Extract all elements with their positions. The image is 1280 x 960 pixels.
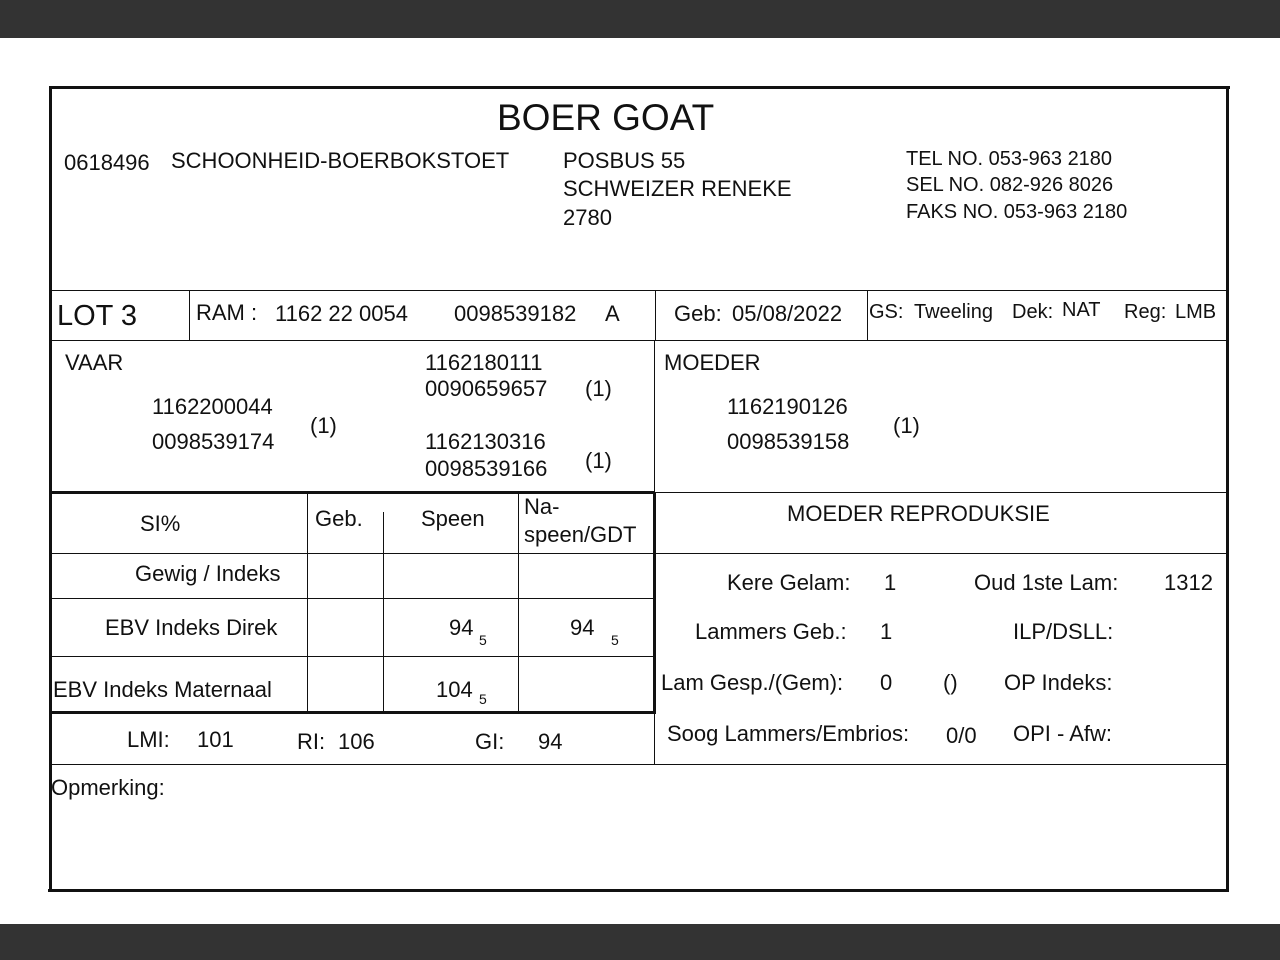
stud-name: SCHOONHEID-BOERBOKSTOET [171, 148, 510, 173]
rule-lot-divider [189, 290, 190, 341]
sire-sire-mark: (1) [585, 376, 612, 401]
address-line-2: SCHWEIZER RENEKE [563, 176, 792, 201]
ebv-direk-speen-sub: 5 [479, 632, 487, 648]
ebv-direk-naspeen: 94 [570, 615, 595, 640]
ebv-direk-speen: 94 [449, 615, 474, 640]
ram-registration: 0098539182 [454, 301, 577, 326]
rule-lot [50, 340, 1228, 341]
sire-label: VAAR [65, 350, 124, 375]
sire-sire-id: 1162180111 [425, 350, 543, 375]
contact-tel: TEL NO. 053-963 2180 [906, 148, 1113, 170]
lammers-geb-label: Lammers Geb.: [695, 619, 847, 644]
address-line-3: 2780 [563, 205, 612, 230]
ebv-maternaal-speen: 104 [436, 677, 473, 702]
birth-date-label: Geb: [674, 301, 722, 326]
gs-value: Tweeling [914, 301, 993, 323]
rule-perf-col1 [307, 492, 308, 713]
page-title: BOER GOAT [497, 97, 715, 138]
rule-perf-col3 [518, 492, 519, 713]
oud-1ste-lam-label: Oud 1ste Lam: [974, 570, 1119, 595]
ri-label: RI: [297, 729, 326, 754]
reg-value: LMB [1175, 301, 1217, 323]
dam-registration: 0098539158 [727, 429, 850, 454]
reproduction-title: MOEDER REPRODUKSIE [787, 501, 1050, 526]
col-header-si: SI% [140, 511, 181, 536]
address-line-1: POSBUS 55 [563, 148, 686, 173]
sire-sire-registration: 0090659657 [425, 376, 548, 401]
gs-label: GS: [869, 301, 904, 323]
bottom-bar [0, 924, 1280, 960]
lmi-label: LMI: [127, 727, 170, 752]
soog-lammers-value: 0/0 [946, 723, 977, 748]
lam-gesp-value: 0 [880, 670, 893, 695]
ebv-direk-naspeen-sub: 5 [611, 632, 619, 648]
rule-pedigree-left [50, 491, 655, 494]
lam-gesp-label: Lam Gesp./(Gem): [661, 670, 844, 695]
rule-perf-header [50, 553, 1228, 554]
gi-value: 94 [538, 729, 563, 754]
sire-id: 1162200044 [152, 394, 273, 419]
sire-dam-mark: (1) [585, 448, 612, 473]
rule-indices [50, 764, 1228, 765]
soog-lammers-label: Soog Lammers/Embrios: [667, 721, 910, 746]
dek-value: NAT [1062, 299, 1101, 321]
row-label-ebv-maternaal: EBV Indeks Maternaal [53, 677, 272, 702]
row-label-gewig: Gewig / Indeks [135, 561, 281, 586]
col-header-naspeen-1: Na- [524, 494, 560, 519]
kere-gelam-value: 1 [884, 570, 897, 595]
op-indeks-label: OP Indeks: [1004, 670, 1113, 695]
rule-gs-divider [867, 290, 868, 341]
frame-right [1226, 87, 1229, 891]
col-header-speen: Speen [421, 506, 485, 531]
lot-label: LOT 3 [57, 300, 138, 332]
rule-perf-right [653, 492, 656, 713]
dam-id: 1162190126 [727, 394, 848, 419]
sire-mark: (1) [310, 413, 337, 438]
col-header-geb: Geb. [315, 506, 363, 531]
lammers-geb-value: 1 [880, 619, 893, 644]
breeder-number: 0618496 [64, 150, 150, 175]
rule-perf-bottom [50, 711, 656, 714]
opi-afw-label: OPI - Afw: [1013, 721, 1113, 746]
sire-registration: 0098539174 [152, 429, 275, 454]
rule-perf-row2 [50, 656, 655, 657]
ram-grade: A [605, 301, 620, 326]
ilp-dsll-label: ILP/DSLL: [1013, 619, 1114, 644]
oud-1ste-lam-value: 1312 [1164, 570, 1213, 595]
frame-bottom [48, 889, 1229, 892]
col-header-naspeen-2: speen/GDT [524, 522, 637, 547]
sire-dam-id: 1162130316 [425, 429, 546, 454]
ram-label: RAM : [196, 300, 258, 325]
remarks-label: Opmerking: [51, 775, 165, 800]
ram-id: 1162 22 0054 [275, 301, 408, 326]
ri-value: 106 [338, 729, 375, 754]
sire-dam-registration: 0098539166 [425, 456, 548, 481]
top-bar [0, 0, 1280, 38]
gi-label: GI: [475, 729, 505, 754]
lam-gesp-gem: () [943, 670, 958, 695]
frame-top [49, 86, 1230, 89]
dam-mark: (1) [893, 413, 920, 438]
rule-perf-row1 [50, 598, 655, 599]
contact-faks: FAKS NO. 053-963 2180 [906, 201, 1128, 223]
lmi-value: 101 [197, 727, 234, 752]
rule-geb-divider [655, 290, 656, 341]
ebv-maternaal-speen-sub: 5 [479, 691, 487, 707]
frame-left [49, 87, 52, 891]
birth-date: 05/08/2022 [732, 301, 843, 326]
rule-perf-col2 [383, 512, 384, 713]
rule-pedigree-right [655, 492, 1228, 493]
reg-label: Reg: [1124, 301, 1167, 323]
dek-label: Dek: [1012, 301, 1054, 323]
contact-sel: SEL NO. 082-926 8026 [906, 174, 1114, 196]
dam-label: MOEDER [664, 350, 761, 375]
kere-gelam-label: Kere Gelam: [727, 570, 851, 595]
rule-header [50, 290, 1228, 291]
row-label-ebv-direk: EBV Indeks Direk [105, 615, 278, 640]
